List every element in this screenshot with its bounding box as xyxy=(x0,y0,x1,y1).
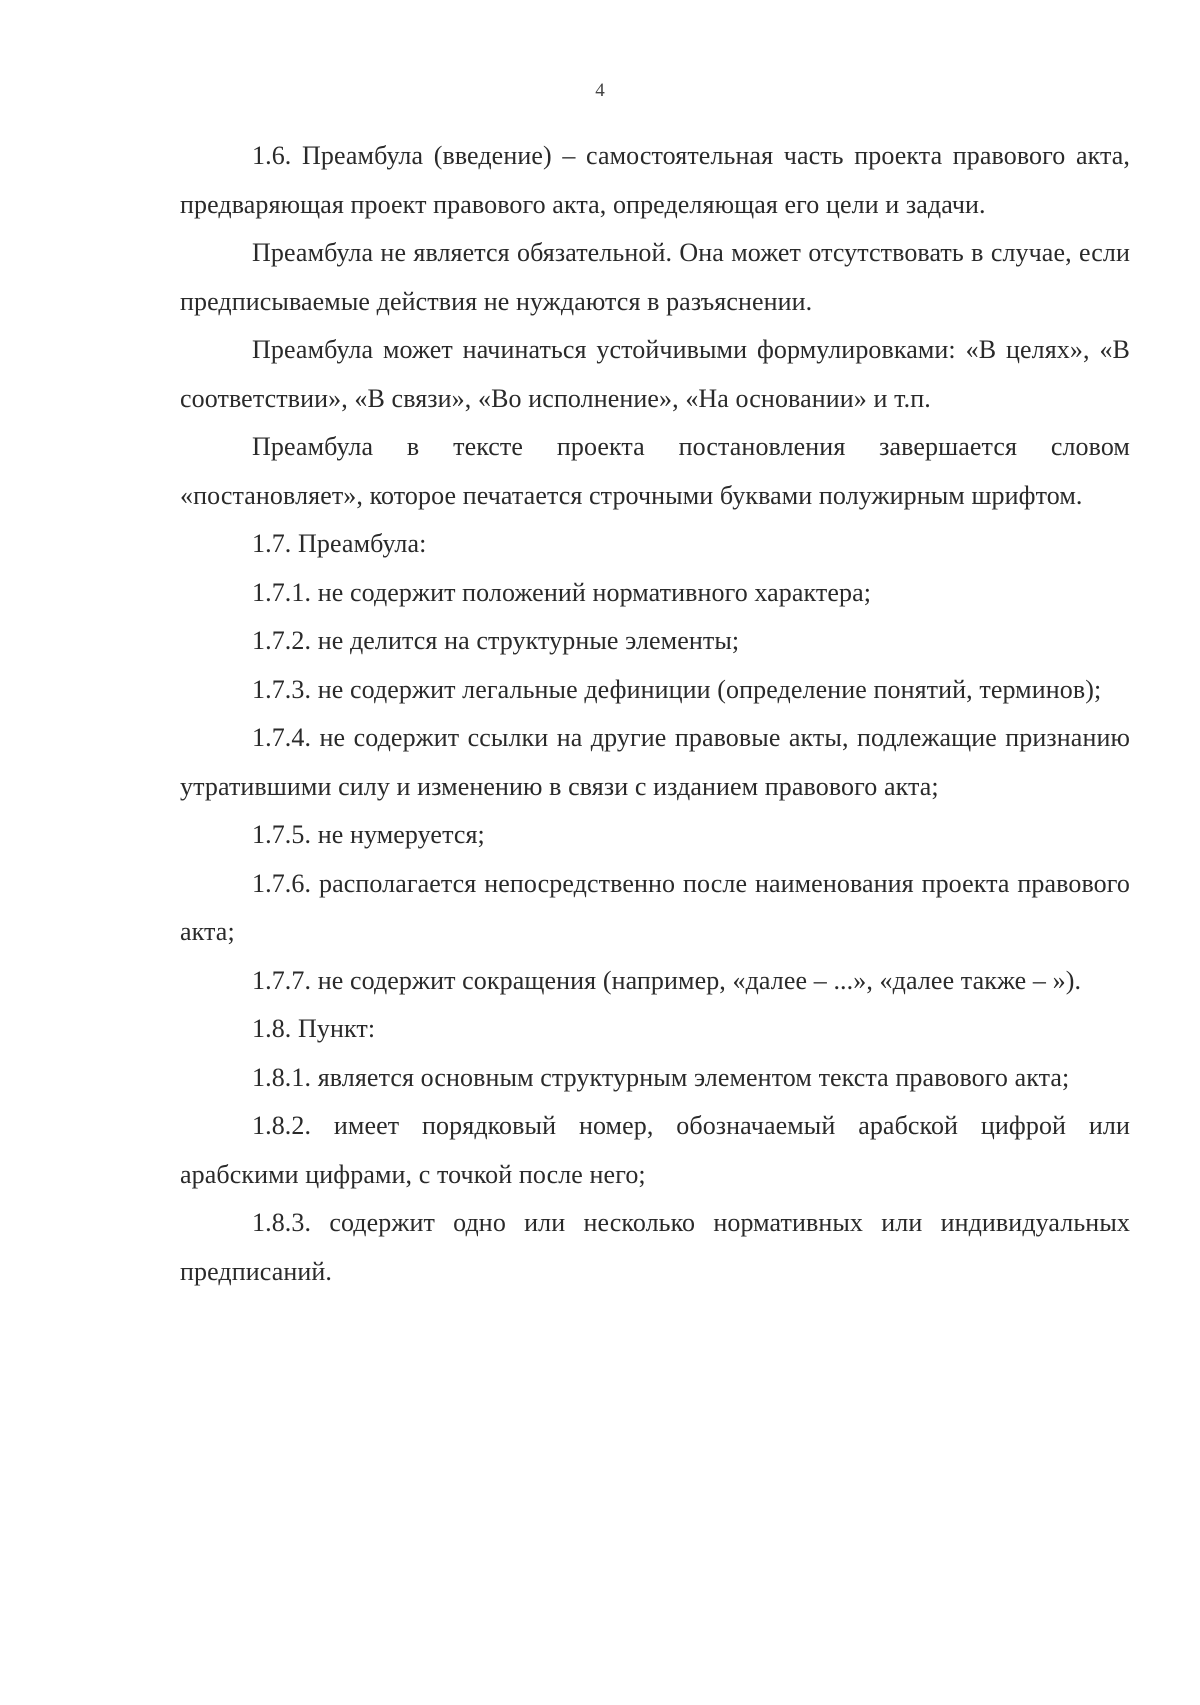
paragraph-preamble-optional: Преамбула не является обязательной. Она может отсутствовать в случае, если предписываемые действия не нуждаются в разъяснении. xyxy=(180,238,1130,316)
list-item-1-7-6: 1.7.6. располагается непосредственно после наименования проекта правового акта; xyxy=(180,868,1130,946)
paragraph-preamble-start: Преамбула может начинаться устойчивыми формулировками: «В целях», «В соответствии», «В связи», «Во исполнение», «На основании» и т.п. xyxy=(180,335,1130,413)
list-item-1-7-7: 1.7.7. не содержит сокращения (например, «далее – ...», «далее также – »). xyxy=(252,965,1082,995)
list-item-1-8-1: 1.8.1. является основным структурным элементом текста правового акта; xyxy=(252,1062,1070,1092)
heading-1-8: 1.8. Пункт: xyxy=(252,1014,376,1043)
heading-1-7: 1.7. Преамбула: xyxy=(252,529,427,558)
document-body xyxy=(180,132,1130,1296)
list-item-1-8-3: 1.8.3. содержит одно или несколько нормативных или индивидуальных предписаний. xyxy=(180,1208,1130,1286)
list-item-1-7-5: 1.7.5. не нумеруется; xyxy=(252,820,485,849)
page-number: 4 xyxy=(595,80,605,101)
list-item-1-7-3: 1.7.3. не содержит легальные дефиниции (определение понятий, терминов); xyxy=(252,674,1102,704)
list-item-1-7-2: 1.7.2. не делится на структурные элементы; xyxy=(252,626,740,655)
paragraph-preamble-end: Преамбула в тексте проекта постановления завершается словом «постановляет», которое печатается строчными буквами полужирным шрифтом. xyxy=(180,432,1130,510)
paragraph-1-6: 1.6. Преамбула (введение) – самостоятельная часть проекта правового акта, предваряющая проект правового акта, определяющая его цели и задачи. xyxy=(180,141,1130,219)
list-item-1-8-2: 1.8.2. имеет порядковый номер, обозначаемый арабской цифрой или арабскими цифрами, с точкой после него; xyxy=(180,1111,1130,1189)
list-item-1-7-1: 1.7.1. не содержит положений нормативного характера; xyxy=(252,577,872,607)
list-item-1-7-4: 1.7.4. не содержит ссылки на другие правовые акты, подлежащие признанию утратившими силу и изменению в связи с изданием правового акта; xyxy=(180,723,1130,801)
